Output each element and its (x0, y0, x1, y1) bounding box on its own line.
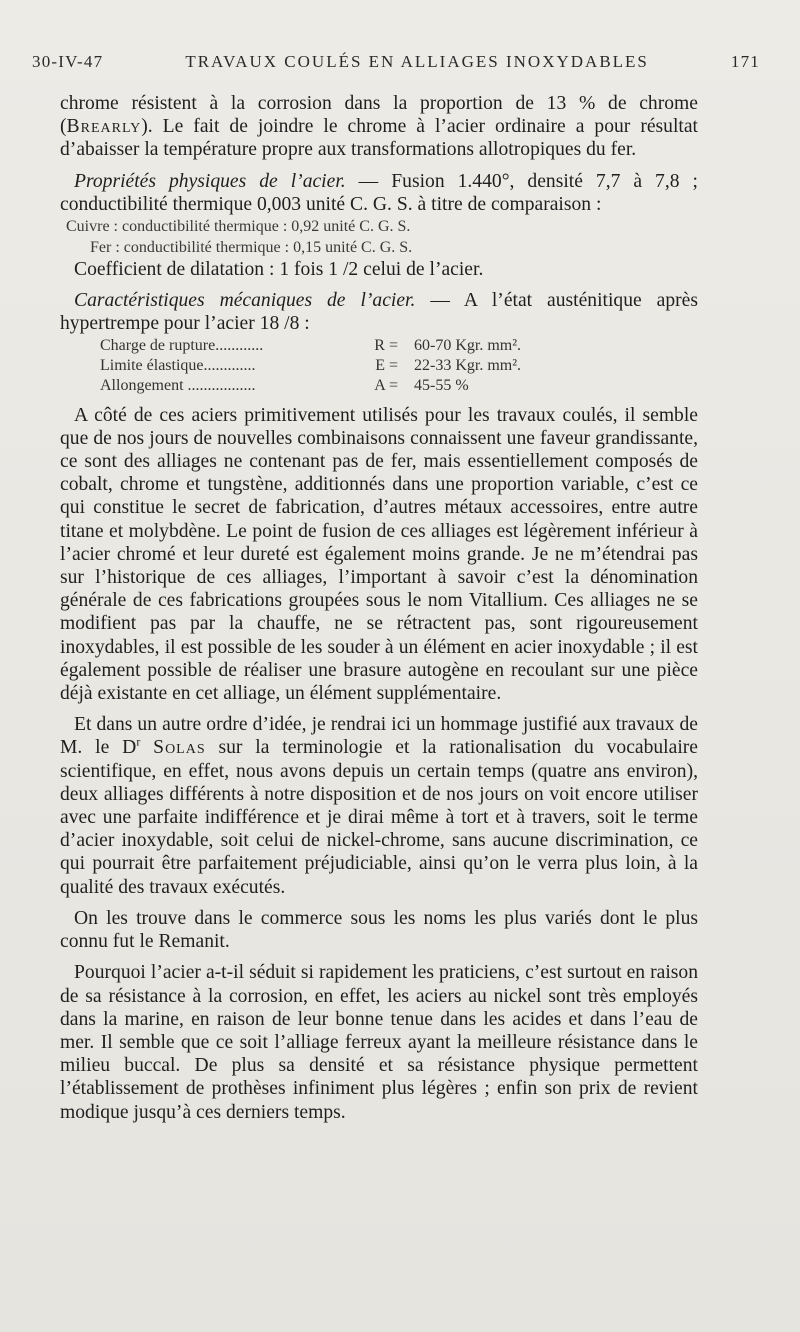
paragraph-mechanical (60, 289, 698, 335)
author-brearly: Brearly (66, 116, 142, 138)
section-title-mechanical: Caractéristiques mécaniques de l’acier. (74, 290, 416, 312)
mechanical-label: Charge de rupture............ (100, 336, 264, 354)
paragraph-text: chrome résistent à la corrosion dans la proportion de 13 % de chrome ( (60, 93, 698, 138)
paragraph-dilatation: Coefficient de dilatation : 1 fois 1 /2 celui de l’acier. (74, 259, 484, 281)
header-title: TRAVAUX COULÉS EN ALLIAGES INOXYDABLES (185, 52, 649, 71)
conductivity-copper: Cuivre : conductibilité thermique : 0,92 unité C. G. S. (66, 218, 411, 236)
paragraph-text: — A l’état austénitique après hypertrempe pour l’acier 18 /8 : (60, 290, 699, 335)
paragraph-physical-properties (60, 170, 698, 216)
paragraph-text: sur la terminologie et la rationalisation du vocabulaire scientifique, en effet, nous avons depuis un certain temps (quatre ans environ), deux alliages différents à notre disposition et de nos jours on voit encore utiliser avec une parfaite indifférence et je dirai même à tort et à travers, soit le terme d’acier inoxydable, soit celui de nickel-chrome, sans aucune discrimination, ce qui pourrait être parfaitement préjudiciable, ainsi qu’on le verra plus loin, à la qualité des travaux exécutés. (60, 737, 698, 898)
mechanical-label: Limite élastique............. (100, 356, 256, 374)
superscript-r: r (136, 734, 141, 749)
paragraph-terminology (60, 713, 698, 899)
conductivity-list (66, 216, 698, 258)
mechanical-symbol: A = (374, 376, 398, 394)
paragraph-text: Et dans un autre ordre d’idée, je rendrai ici un hommage justifié aux travaux de M. le D (60, 714, 698, 759)
author-solas: Solas (153, 737, 206, 759)
conductivity-iron: Fer : conductibilité thermique : 0,15 unité C. G. S. (90, 239, 413, 257)
paragraph-text: ). Le fait de joindre le chrome à l’acier ordinaire a pour résultat d’abaisser la température propre aux transformations allotropiques du fer. (60, 116, 698, 161)
page-number: 171 (730, 52, 760, 71)
header-date: 30-IV-47 (32, 52, 104, 71)
section-title-physical: Propriétés physiques de l’acier. (74, 170, 346, 192)
mechanical-value: 45-55 % (414, 376, 469, 394)
paragraph-why-steel: Pourquoi l’acier a-t-il séduit si rapidement les praticiens, c’est surtout en raison de sa résistance à la corrosion, en effet, les aciers au nickel sont très employés dans la marine, en raison de leur bonne tenue dans les acides et dans l’eau de mer. Il semble que ce soit l’alliage ferreux ayant la meilleure résistance dans le milieu buccal. De plus sa densité et sa résistance physique permettent l’établissement de prothèses infiniment plus légères ; enfin son prix de revient modique jusqu’à ces derniers temps. (60, 962, 698, 1123)
mechanical-row (100, 336, 698, 356)
mechanical-table (100, 336, 698, 396)
paragraph-text: — Fusion 1.440°, densité 7,7 à 7,8 ; conductibilité thermique 0,003 unité C. G. S. à titre de comparaison : (60, 170, 698, 215)
page-body (60, 92, 698, 1124)
mechanical-row (100, 376, 698, 396)
mechanical-value: 60-70 Kgr. mm². (414, 336, 522, 354)
mechanical-symbol: R = (374, 336, 398, 354)
mechanical-symbol: E = (375, 356, 398, 374)
paragraph-chrome-corrosion (60, 92, 698, 162)
paragraph-remanit: On les trouve dans le commerce sous les noms les plus variés dont le plus connu fut le Remanit. (60, 907, 698, 953)
mechanical-label: Allongement ................. (100, 376, 256, 394)
mechanical-row (100, 356, 698, 376)
mechanical-value: 22-33 Kgr. mm². (414, 356, 522, 374)
running-header (32, 52, 760, 72)
paragraph-vitallium: A côté de ces aciers primitivement utilisés pour les travaux coulés, il semble que de nos jours de nouvelles combinaisons connaissent une faveur grandissante, ce sont des alliages ne contenant pas de fer, mais essentiellement composés de cobalt, chrome et tungstène, additionnés dans une proportion variable, c’est ce qui constitue le secret de fabrication, d’autres métaux accessoires, entre autre titane et molybdène. Le point de fusion de ces alliages est légèrement inférieur à l’acier chromé et leur dureté est également moins grande. Je ne m’étendrai pas sur l’historique de ces alliages, l’important à savoir c’est la dénomination générale de ces fabrications groupées sous le nom Vitallium. Ces alliages ne se modifient pas par la chauffe, ne se rétractent pas, sont rigoureusement inoxydables, il est possible de les souder à un élément en acier inoxydable ; il est également possible de réaliser une brasure autogène en recoulant sur une pièce déjà existante en cet alliage, un élément supplémentaire. (60, 404, 698, 705)
